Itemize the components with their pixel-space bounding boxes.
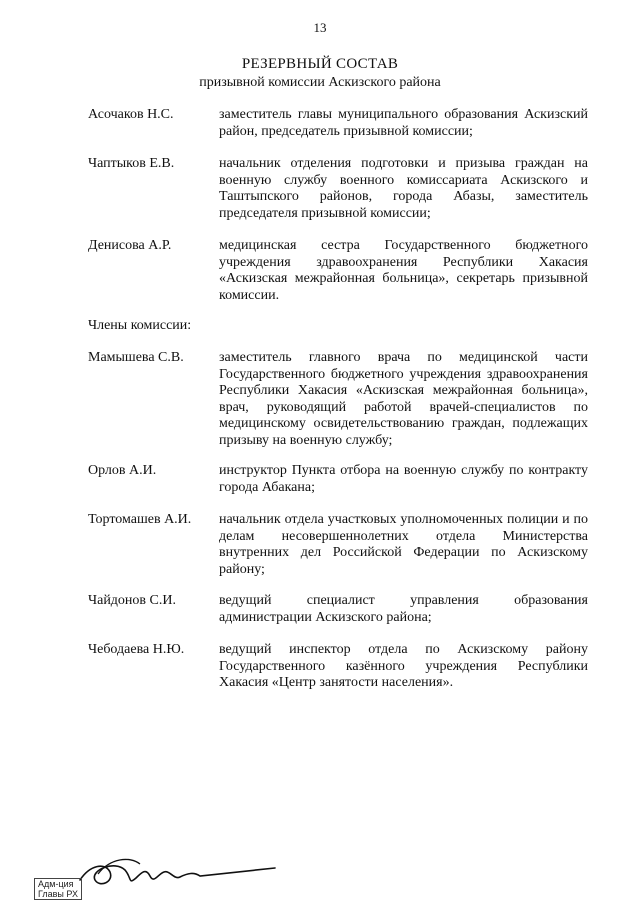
member-role: заместитель главы муниципального образования Аскизский район, председатель призывной комиссии; [219,107,588,139]
member-name: Орлов А.И. [88,463,157,478]
page-number: 13 [313,20,327,35]
document-title: РЕЗЕРВНЫЙ СОСТАВ [241,56,399,72]
member-role: начальник отделения подготовки и призыва граждан на военную службу военного комиссариата Аскизского и Таштыпского районов, города Абазы, заместитель председателя призывной комиссии; [219,156,588,221]
member-role: начальник отдела участковых уполномоченных полиции и по делам несовершеннолетних отдела Министерства внутренних дел Российской Федерации по Аскизскому району; [219,512,588,577]
member-role: ведущий специалист управления образования администрации Аскизского района; [219,593,588,625]
member-role: заместитель главного врача по медицинской части Государственного бюджетного учреждения здравоохранения Республики Хакасия «Аскизская межрайонная больница», врач, руководящий работой врачей-специалистов по медицинскому освидетельствованию граждан, подлежащих призыву на военную службу; [219,350,588,448]
member-role: инструктор Пункта отбора на военную службу по контракту города Абакана; [219,463,588,495]
member-name: Денисова А.Р. [88,238,172,253]
signature [70,850,290,895]
members-section-label: Члены комиссии: [88,318,192,333]
stamp-line: Адм-ция [38,879,74,889]
member-name: Мамышева С.В. [88,350,184,365]
member-name: Чайдонов С.И. [88,593,176,608]
stamp-line: Главы РХ [38,889,78,899]
member-name: Тортомашев А.И. [88,512,192,527]
member-name: Чаптыков Е.В. [88,156,175,171]
member-role: медицинская сестра Государственного бюджетного учреждения здравоохранения Республики Хакасия «Аскизская межрайонная больница», секретарь призывной комиссии. [219,238,588,303]
member-name: Чебодаева Н.Ю. [88,642,185,657]
document-subtitle: призывной комиссии Аскизского района [199,75,441,90]
member-role: ведущий инспектор отдела по Аскизскому району Государственного казённого учреждения Республики Хакасия «Центр занятости населения». [219,642,588,691]
member-name: Асочаков Н.С. [88,107,174,122]
registration-stamp [34,878,82,900]
